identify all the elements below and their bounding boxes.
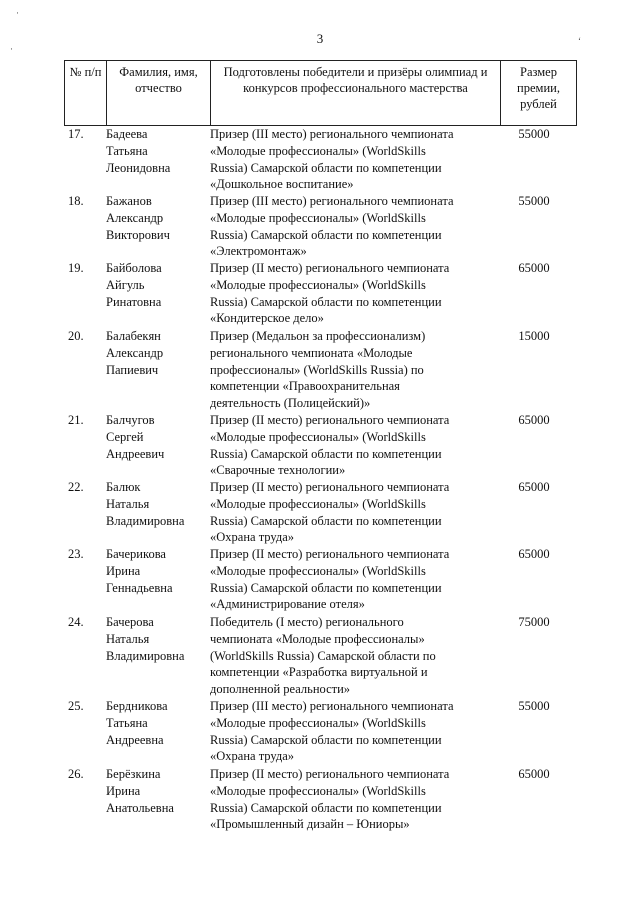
table-row <box>64 766 584 834</box>
achievement: Призер (Медальон за профессионализм) регионального чемпионата «Молодые профессионалы» (WorldSkills Russia) по компетенции «Правоохранительная деятельность (Полицейский)» <box>210 329 426 411</box>
header-name: Фамилия, имя, отчество <box>107 61 211 126</box>
table-header <box>64 60 577 126</box>
award-amount: 75000 <box>518 615 550 629</box>
row-number: 21. <box>68 413 84 427</box>
award-amount: 55000 <box>518 127 550 141</box>
full-name: Бачерова Наталья Владимировна <box>106 615 185 663</box>
award-amount: 65000 <box>518 413 550 427</box>
table-row <box>64 479 584 546</box>
achievement: Призер (II место) регионального чемпионата «Молодые профессионалы» (WorldSkills Russia) Самарской области по компетенции «Охрана труда» <box>210 480 450 545</box>
table-row <box>64 328 584 412</box>
full-name: Бердникова Татьяна Андреевна <box>106 699 168 747</box>
full-name: Бачерикова Ирина Геннадьевна <box>106 547 173 595</box>
full-name: Берёзкина Ирина Анатольевна <box>106 767 174 815</box>
award-amount: 15000 <box>518 329 550 343</box>
full-name: Бажанов Александр Викторович <box>106 194 170 242</box>
row-number: 25. <box>68 699 84 713</box>
award-amount: 55000 <box>518 699 550 713</box>
achievement: Призер (III место) регионального чемпионата «Молодые профессионалы» (WorldSkills Russia) Самарской области по компетенции «Электромонтаж» <box>210 194 454 259</box>
scan-speck: ‘ <box>578 36 581 46</box>
full-name: Балюк Наталья Владимировна <box>106 480 185 528</box>
scan-speck: · <box>10 44 13 54</box>
table-row <box>64 614 584 698</box>
table-row <box>64 193 584 260</box>
achievement: Призер (II место) регионального чемпионата «Молодые профессионалы» (WorldSkills Russia) Самарской области по компетенции «Администрирование отеля» <box>210 547 450 612</box>
achievement: Победитель (I место) регионального чемпионата «Молодые профессионалы» (WorldSkills Russia) Самарской области по компетенции «Разработка виртуальной и дополненной реальности» <box>210 615 436 697</box>
row-number: 19. <box>68 261 84 275</box>
table-row <box>64 698 584 766</box>
full-name: Байболова Айгуль Ринатовна <box>106 261 162 309</box>
header-description: Подготовлены победители и призёры олимпиад и конкурсов профессионального мастерства <box>211 61 501 126</box>
row-number: 17. <box>68 127 84 141</box>
full-name: Бадеева Татьяна Леонидовна <box>106 127 171 175</box>
row-number: 22. <box>68 480 84 494</box>
row-number: 23. <box>68 547 84 561</box>
table-row <box>64 412 584 479</box>
achievement: Призер (II место) регионального чемпионата «Молодые профессионалы» (WorldSkills Russia) Самарской области по компетенции «Сварочные технологии» <box>210 413 450 478</box>
header-num: № п/п <box>65 61 107 126</box>
full-name: Балчугов Сергей Андреевич <box>106 413 165 461</box>
award-amount: 65000 <box>518 261 550 275</box>
row-number: 24. <box>68 615 84 629</box>
award-amount: 55000 <box>518 194 550 208</box>
full-name: Балабекян Александр Папиевич <box>106 329 164 377</box>
award-amount: 65000 <box>518 547 550 561</box>
achievement: Призер (II место) регионального чемпионата «Молодые профессионалы» (WorldSkills Russia) Самарской области по компетенции «Промышленный дизайн – Юниоры» <box>210 767 450 832</box>
row-number: 26. <box>68 767 84 781</box>
award-amount: 65000 <box>518 480 550 494</box>
table-row <box>64 126 584 193</box>
scan-speck: · <box>16 8 19 18</box>
achievement: Призер (III место) регионального чемпионата «Молодые профессионалы» (WorldSkills Russia) Самарской области по компетенции «Охрана труда» <box>210 699 454 764</box>
table-row <box>64 546 584 614</box>
row-number: 20. <box>68 329 84 343</box>
awardee-list <box>64 126 584 834</box>
page-number: 3 <box>316 31 324 46</box>
header-amount: Размер премии, рублей <box>501 61 577 126</box>
table-row <box>64 260 584 328</box>
achievement: Призер (III место) регионального чемпионата «Молодые профессионалы» (WorldSkills Russia) Самарской области по компетенции «Дошкольное воспитание» <box>210 127 454 192</box>
award-amount: 65000 <box>518 767 550 781</box>
achievement: Призер (II место) регионального чемпионата «Молодые профессионалы» (WorldSkills Russia) Самарской области по компетенции «Кондитерское дело» <box>210 261 450 326</box>
row-number: 18. <box>68 194 84 208</box>
